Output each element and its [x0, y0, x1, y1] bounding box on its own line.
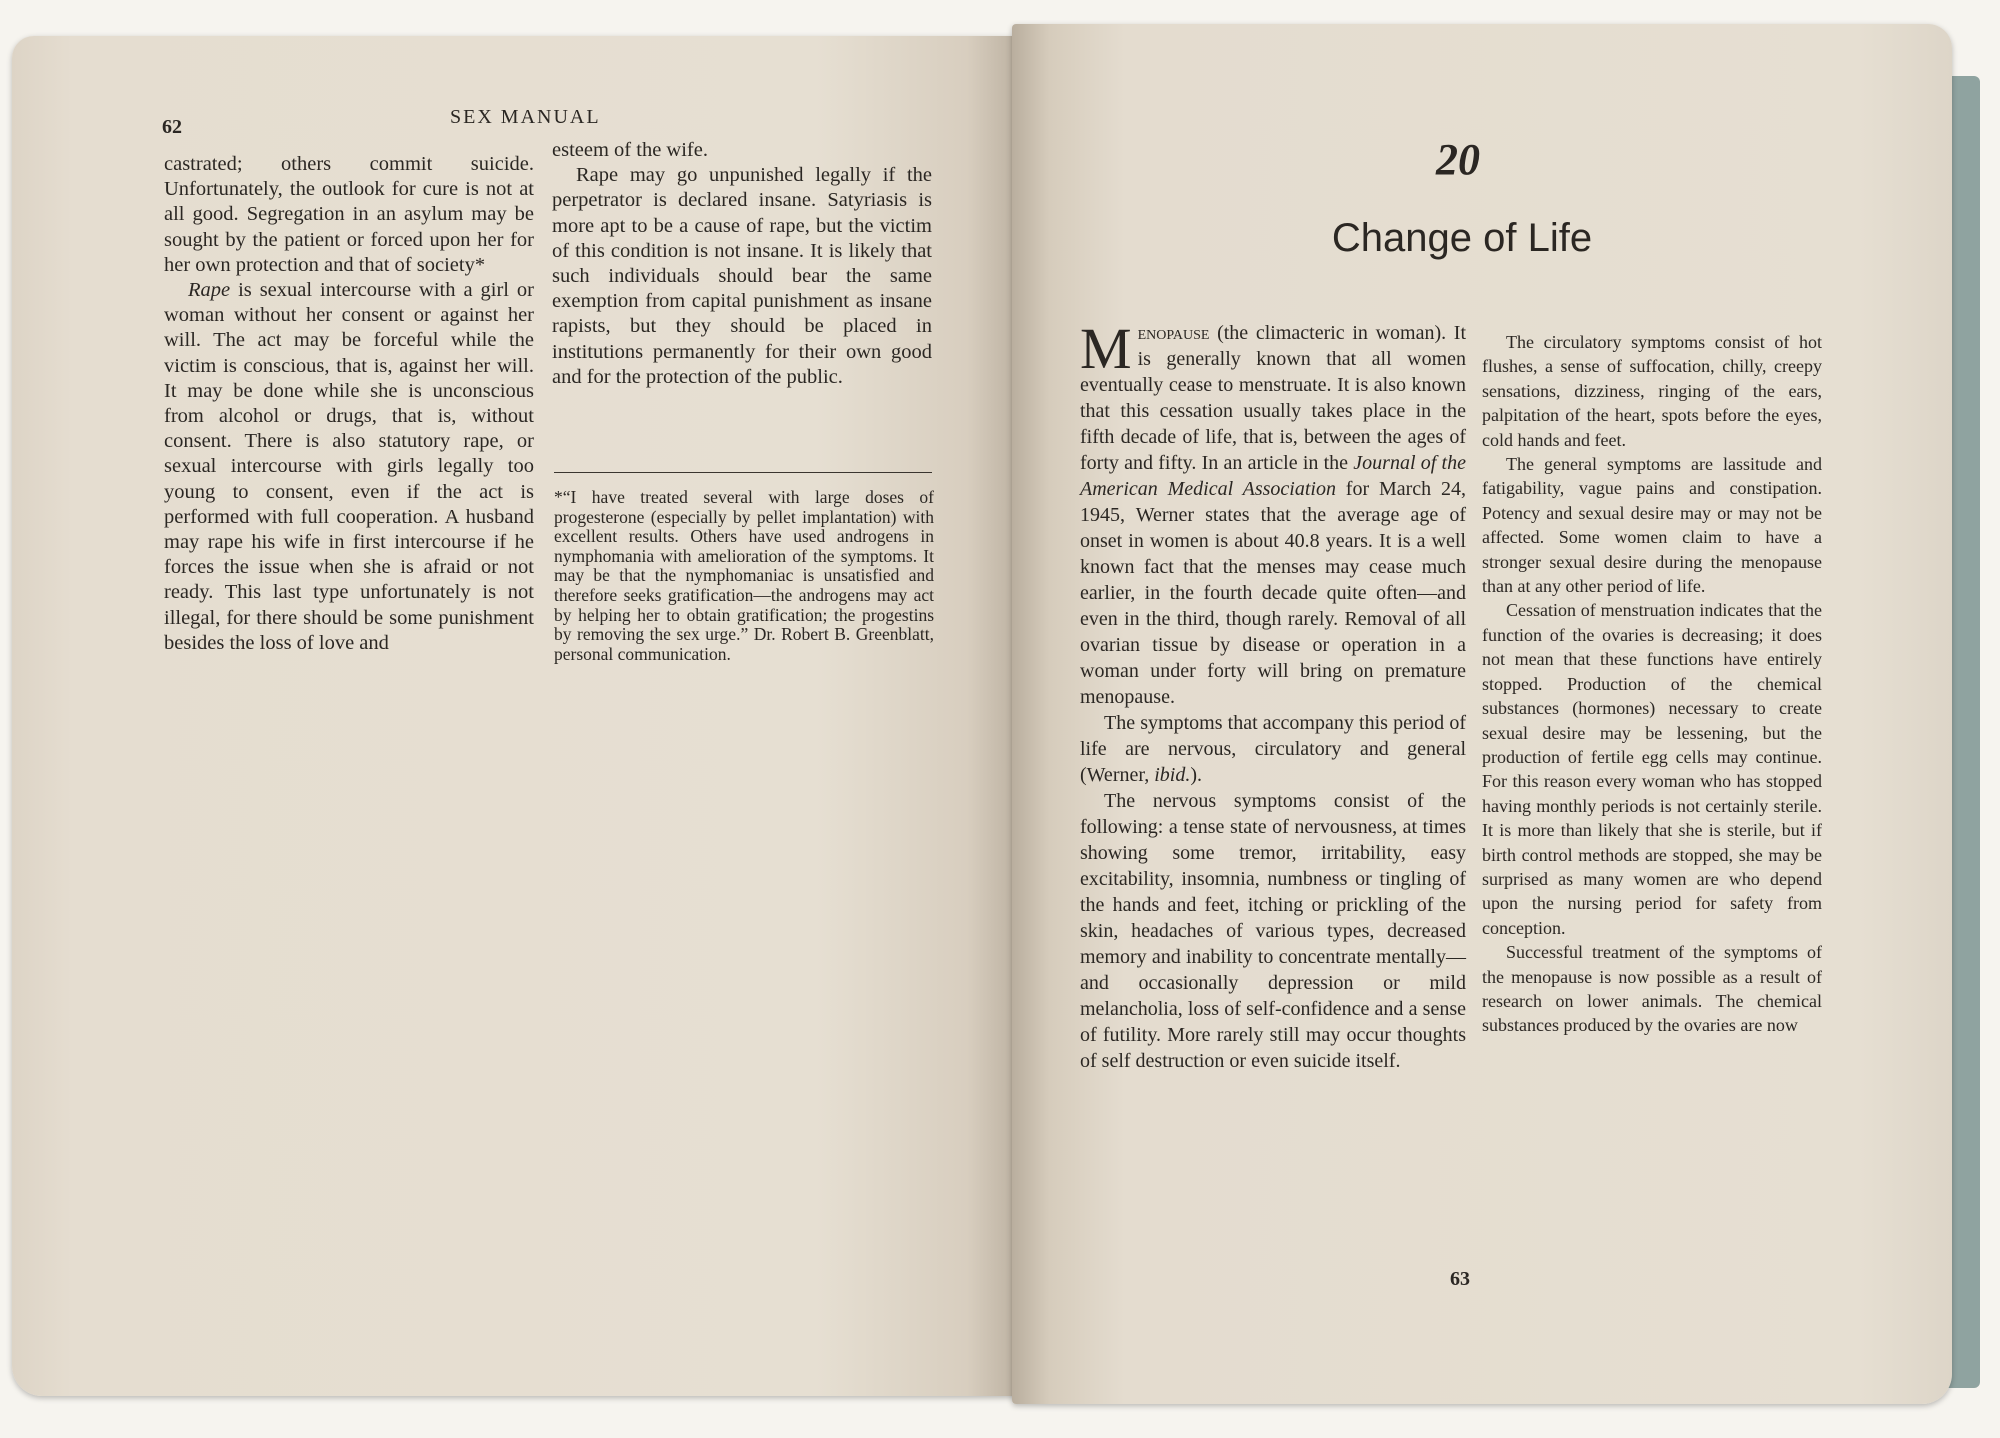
paragraph: Successful treatment of the symptoms of the menopause is now possible as a result of research on lower animals. The chemical substances produced by the ovaries are now [1482, 942, 1822, 1036]
right-column-1 [1080, 316, 1466, 1074]
paragraph: The nervous symptoms consist of the following: a tense state of nervousness, at times showing some tremor, irritability, easy excitability, insomnia, numbness or tingling of the hands and feet, itching or prickling of the skin, headaches of various types, decreased memory and inability to concentrate mentally—and occasionally depression or mild melancholia, loss of self-confidence and a sense of futility. More rarely still may occur thoughts of self destruction or even suicide itself. [1080, 790, 1466, 1072]
footnote [554, 488, 934, 664]
left-column-1 [164, 152, 534, 656]
left-column-2 [552, 138, 932, 390]
paragraph-text: (the climacteric in woman). It is generally known that all women eventually cease to menstruate. It is also known that this cessation usually takes place in the fifth decade of life, that is, between the ages of forty and fifty. In an article in the [1080, 322, 1466, 474]
small-caps-lead: enopause [1137, 322, 1210, 344]
page-number-right: 63 [1450, 1268, 1470, 1290]
chapter-title: Change of Life [1331, 216, 1593, 260]
chapter-number: 20 [1436, 135, 1480, 184]
paragraph: The general symptoms are lassitude and fatigability, vague pains and constipation. Potency and sexual desire may or may not be affected. Some women claim to have a stronger sexual desire during the menopause than at any other period of life. [1482, 454, 1822, 597]
paragraph-text: The symptoms that accompany this period of life are nervous, circulatory and general (Werner, [1080, 712, 1466, 786]
right-page [1012, 24, 1952, 1404]
right-column-2 [1482, 330, 1822, 1038]
running-head: SEX MANUAL [450, 106, 601, 128]
paragraph [1080, 316, 1466, 710]
footnote-text: *“I have treated several with large doses of progesterone (especially by pellet implantation) with excellent results. Others have used androgens in nymphomania with amelioration of the symptoms. It may be that the nymphomaniac is unsatisfied and therefore seeks gratification—the androgens may act by helping her to obtain gratification; the progestins by removing the sex urge.” Dr. Robert B. Greenblatt, personal communication. [554, 487, 934, 664]
italic-term: Rape [188, 279, 231, 302]
paragraph: Rape may go unpunished legally if the perpetrator is declared insane. Satyriasis is more apt to be a cause of rape, but the victim of this condition is not insane. It is likely that such individuals should bear the same exemption from capital punishment as insane rapists, but they should be placed in institutions permanently for their own good and for the protection of the public. [552, 164, 932, 388]
paragraph-text: ). [1190, 764, 1203, 786]
left-page [12, 36, 1017, 1396]
paragraph [164, 278, 534, 656]
paragraph: Cessation of menstruation indicates that the function of the ovaries is decreasing; it does not mean that these functions have entirely stopped. Production of the chemical substances (hormones) necessary to create sexual desire may be lessening, but the production of fertile egg cells may continue. For this reason every woman who has stopped having monthly periods is not certainly sterile. It is more than likely that she is sterile, but if birth control methods are stopped, she may be surprised as many women are who depend upon the nursing period for safety from conception. [1482, 600, 1822, 938]
citation: ibid. [1154, 764, 1191, 786]
paragraph: castrated; others commit suicide. Unfortunately, the outlook for cure is not at all good. Segregation in an asylum may be sought by the patient or forced upon her for her own protection and that of society* [164, 153, 534, 276]
drop-cap: M [1080, 316, 1132, 381]
paragraph-text: for March 24, 1945, Werner states that the average age of onset in women is about 40.8 years. It is a well known fact that the menses may cease much earlier, in the fourth decade quite often—and even in the third, though rarely. Removal of all ovarian tissue by disease or operation in a woman under forty will bring on premature menopause. [1080, 478, 1466, 708]
page-number-left: 62 [162, 116, 182, 138]
paragraph: The circulatory symptoms consist of hot flushes, a sense of suffocation, chilly, creepy sensations, dizziness, ringing of the ears, palpitation of the heart, spots before the eyes, cold hands and feet. [1482, 332, 1822, 450]
paragraph: esteem of the wife. [552, 139, 708, 161]
footnote-rule [554, 472, 932, 473]
journal-title: Journal of the American Medical Association [1080, 452, 1466, 500]
paragraph-text: is sexual intercourse with a girl or woman without her consent or against her will. The act may be forceful while the victim is conscious, that is, against her will. It may be done while she is unconscious from alcohol or drugs, that is, without consent. There is also statutory rape, or sexual intercourse with girls legally too young to consent, even if the act is performed with full cooperation. A husband may rape his wife in first intercourse if he forces the issue when she is afraid or not ready. This last type unfortunately is not illegal, for there should be some punishment besides the loss of love and [164, 279, 534, 654]
paragraph [1080, 710, 1466, 788]
